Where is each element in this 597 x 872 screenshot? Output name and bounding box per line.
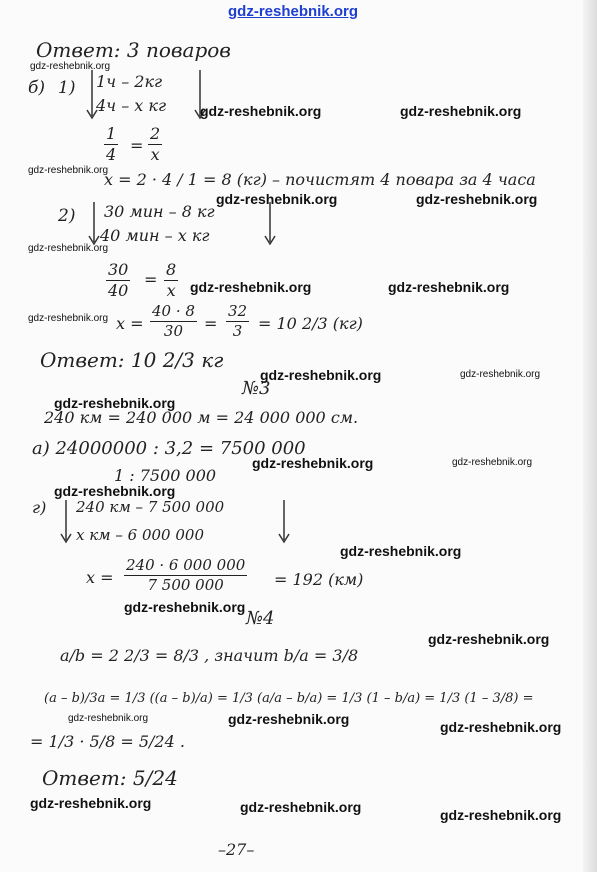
proportion-1-left: $\frac{1}{4}$ (106, 124, 117, 164)
watermark-23: gdz-reshebnik.org (30, 795, 152, 811)
task-3-heading: №3 (242, 378, 271, 399)
watermark-22: gdz-reshebnik.org (440, 719, 562, 735)
proportion-2-right: $\frac{8}{x}$ (166, 260, 177, 300)
watermark-3: gdz-reshebnik.org (400, 103, 522, 119)
watermark-20: gdz-reshebnik.org (68, 713, 149, 724)
watermark-10: gdz-reshebnik.org (28, 313, 109, 324)
watermark-12: gdz-reshebnik.org (460, 369, 541, 380)
watermark-21: gdz-reshebnik.org (228, 711, 350, 727)
conversion-line: 240 км = 240 000 м = 24 000 000 см. (44, 408, 359, 427)
part-2-row-2: 40 мин – x кг (100, 226, 210, 245)
watermark-24: gdz-reshebnik.org (240, 799, 362, 815)
expression-line: (a – b)/3a = 1/3 ((a – b)/a) = 1/3 (a/a – b/a) = 1/3 (1 – b/a) = 1/3 (1 – 3/8) = (44, 691, 534, 706)
task-4-heading: №4 (246, 608, 275, 629)
part-2-x: x = (116, 314, 144, 333)
part-2-fraction-2: $\frac{32}{3}$ (228, 302, 248, 340)
watermark-19: gdz-reshebnik.org (428, 631, 550, 647)
answer-line-1: Ответ: 3 поваров (36, 38, 231, 62)
part-g-row-1: 240 км – 7 500 000 (76, 498, 225, 516)
page-edge-shadow (583, 0, 597, 872)
answer-line-3: Ответ: 5/24 (42, 766, 178, 790)
watermark-14: gdz-reshebnik.org (252, 455, 374, 471)
part-a-line: а) 24000000 : 3,2 = 7500 000 (32, 438, 306, 459)
part-2-row-1: 30 мин – 8 кг (104, 202, 215, 221)
section-b-label: б) (28, 78, 46, 98)
result-line: = 1/3 · 5/8 = 5/24 . (30, 732, 185, 751)
proportion-2-left: $\frac{30}{40}$ (108, 260, 129, 300)
watermark-18: gdz-reshebnik.org (124, 599, 246, 615)
part-1-row-2: 4ч – x кг (96, 96, 167, 115)
ratio-line: a/b = 2 2/3 = 8/3 , значит b/a = 3/8 (60, 646, 359, 665)
watermark-2: gdz-reshebnik.org (200, 103, 322, 119)
watermark-13: gdz-reshebnik.org (54, 395, 176, 411)
proportion-arrows-3 (56, 496, 296, 548)
watermark-15: gdz-reshebnik.org (452, 457, 533, 468)
watermark-4: gdz-reshebnik.org (28, 165, 109, 176)
watermark-25: gdz-reshebnik.org (440, 807, 562, 823)
part-g-fraction: $\frac{240 \cdot 6 000 000}{7 500 000}$ (126, 556, 246, 594)
part-g-x: x = (86, 568, 114, 587)
part-g-row-2: x км – 6 000 000 (76, 526, 204, 544)
proportion-1-right: $\frac{2}{x}$ (150, 124, 161, 164)
watermark-5: gdz-reshebnik.org (216, 191, 338, 207)
site-link-top[interactable]: gdz-reshebnik.org (228, 3, 359, 20)
watermark-17: gdz-reshebnik.org (340, 543, 462, 559)
part-1-equation: x = 2 · 4 / 1 = 8 (кг) – почистят 4 повара за 4 часа (104, 170, 536, 189)
proportion-arrows-1 (82, 66, 212, 126)
answer-line-2: Ответ: 10 2/3 кг (40, 348, 224, 372)
scale-line: 1 : 7500 000 (114, 466, 217, 485)
watermark-7: gdz-reshebnik.org (28, 243, 109, 254)
part-g-result: = 192 (км) (274, 570, 364, 589)
part-2-fraction: $\frac{40 \cdot 8}{30}$ (152, 302, 195, 340)
watermark-8: gdz-reshebnik.org (190, 279, 312, 295)
part-2-result: = 10 2/3 (кг) (258, 314, 363, 333)
page-number: –27– (218, 840, 255, 859)
part-g-label: г) (32, 498, 47, 517)
watermark-16: gdz-reshebnik.org (54, 483, 176, 499)
watermark-6: gdz-reshebnik.org (416, 191, 538, 207)
part-1-label: 1) (58, 78, 76, 98)
part-1-row-1: 1ч – 2кг (96, 72, 163, 91)
watermark-9: gdz-reshebnik.org (388, 279, 510, 295)
part-2-label: 2) (58, 206, 76, 226)
watermark-1: gdz-reshebnik.org (30, 61, 111, 72)
watermark-11: gdz-reshebnik.org (260, 367, 382, 383)
notebook-page: gdz-reshebnik.org Ответ: 3 поваров б) 1) 1ч – 2кг 4ч – x кг $\frac{1}{4}$ = $\frac{2}{x}$ x = 2 · 4 / 1 = 8 (кг) – почистят 4 повара за 4 часа 2) 30 мин – 8 кг 40 мин – x кг $\frac{30}{40}$ = $\frac{8}{x}$ x = $\frac{40 \cdot 8}{30}$ = $\frac{32}{3}$ = 10 2/3 (кг) Ответ: 10 2/3 кг №3 240 км = 240 000 м = 24 000 000 см. а) 24000000 : 3,2 = 7500 000 1 : 7500 000 г) 240 км – 7 500 000 x км – 6 000 000 x = $\frac{240 \cdot 6 000 000}{7 500 000}$ = 192 (км) №4 a/b = 2 2/3 = 8/3 , значит b/a = 3/8 (a – b)/3a = 1/3 ((a – b)/a) = 1/3 (a/a – b/a) = 1/3 (1 – b/a) = 1/3 (1 – 3/8) = = 1/3 · 5/8 = 5/24 . Ответ: 5/24 –27– gdz-reshebnik.org gdz-reshebnik.org gdz-reshebnik.org gdz-reshebnik.org gdz-reshebnik.org gdz-reshebnik.org gdz-reshebnik.org gdz-reshebnik.org gdz-reshebnik.org gdz-reshebnik.org gdz-reshebnik.org gdz-reshebnik.org gdz-reshebnik.org gdz-reshebnik.org gdz-reshebnik.org gdz-reshebnik.org gdz-reshebnik.org gdz-reshebnik.org gdz-reshebnik.org gdz-reshebnik.org gdz-reshebnik.org gdz-reshebnik.org gdz-reshebnik.org gdz-reshebnik.org gdz-reshebnik.org (0, 0, 597, 872)
